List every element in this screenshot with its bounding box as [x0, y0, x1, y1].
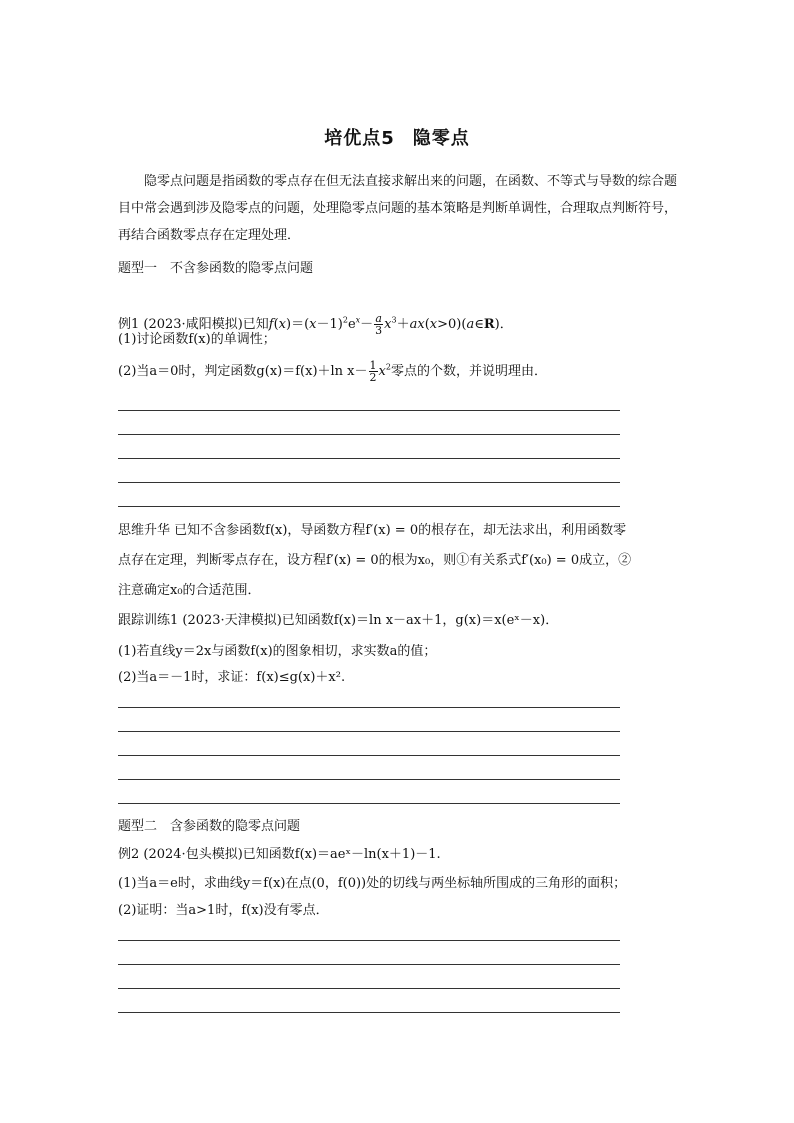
- summary-line2: 点存在定理，判断零点存在，设方程f′(x) = 0的根为x₀，则①有关系式f′(x₀) = 0成立，②: [118, 553, 632, 568]
- answer-line: [118, 707, 620, 708]
- answer-line: [118, 803, 620, 804]
- answer-line: [118, 434, 620, 435]
- practice1-q2: (2)当a＝－1时，求证：f(x)≤g(x)＋x².: [118, 670, 346, 685]
- type2-heading: 题型二 含参函数的隐零点问题: [118, 819, 301, 834]
- answer-line: [118, 964, 620, 965]
- answer-line: [118, 458, 620, 459]
- page-title: [0, 124, 794, 150]
- title-main: 培优点5: [324, 128, 395, 149]
- example1-q2: (2)当a＝0时，判定函数g(x)＝f(x)＋ln x－ $\frac{1}{2}$ $x^2$零点的个数，并说明理由．: [118, 359, 547, 384]
- type1-heading: 题型一 不含参函数的隐零点问题: [118, 261, 314, 276]
- summary-line1: 思维升华 已知不含参函数f(x)，导函数方程f′(x) = 0的根存在，却无法求出，利用函数零: [118, 523, 627, 538]
- example1-prefix: 例1 (2023·咸阳模拟)已知: [118, 317, 269, 332]
- example2-statement: 例2 (2024·包头模拟)已知函数f(x)＝aeˣ－ln(x＋1)－1.: [118, 847, 441, 862]
- example2-q1: (1)当a＝e时，求曲线y＝f(x)在点(0，f(0))处的切线与两坐标轴所围成的三角形的面积；: [118, 876, 627, 891]
- answer-line: [118, 506, 620, 507]
- answer-line: [118, 940, 620, 941]
- answer-line: [118, 1012, 620, 1013]
- example1-statement: 例1 (2023·咸阳模拟)已知$f(x)=(x-1)^2e^x-$ $\frac{a}{3}$ $x^3+ax(x>0)(a\in R)$．: [118, 312, 513, 337]
- practice1-statement: 跟踪训练1 (2023·天津模拟)已知函数f(x)＝ln x－ax＋1，g(x)＝x(eˣ－x)．: [118, 613, 559, 628]
- fraction-1-over-2: $\frac{1}{2}$: [369, 359, 377, 384]
- summary-line3: 注意确定x₀的合适范围．: [118, 583, 261, 598]
- example1-q1: (1)讨论函数f(x)的单调性；: [118, 332, 276, 347]
- title-sub: 隐零点: [412, 128, 470, 149]
- answer-line: [118, 731, 620, 732]
- answer-line: [118, 988, 620, 989]
- answer-line: [118, 755, 620, 756]
- answer-line: [118, 410, 620, 411]
- intro-paragraph: 隐零点问题是指函数的零点存在但无法直接求解出来的问题，在函数、不等式与导数的综合题目中常会遇到涉及隐零点的问题，处理隐零点问题的基本策略是判断单调性，合理取点判断符号，再结合函数零点存在定理处理．: [118, 174, 678, 243]
- example1-q2-suffix: 零点的个数，并说明理由．: [390, 364, 547, 379]
- practice1-q1: (1)若直线y＝2x与函数f(x)的图象相切，求实数a的值；: [118, 644, 437, 659]
- fraction-a-over-3: $\frac{a}{3}$: [375, 312, 383, 337]
- example1-q2-prefix: (2)当a＝0时，判定函数g(x)＝f(x)＋ln x－: [118, 364, 368, 379]
- answer-line: [118, 482, 620, 483]
- example2-q2: (2)证明：当a>1时，f(x)没有零点．: [118, 903, 329, 918]
- answer-line: [118, 779, 620, 780]
